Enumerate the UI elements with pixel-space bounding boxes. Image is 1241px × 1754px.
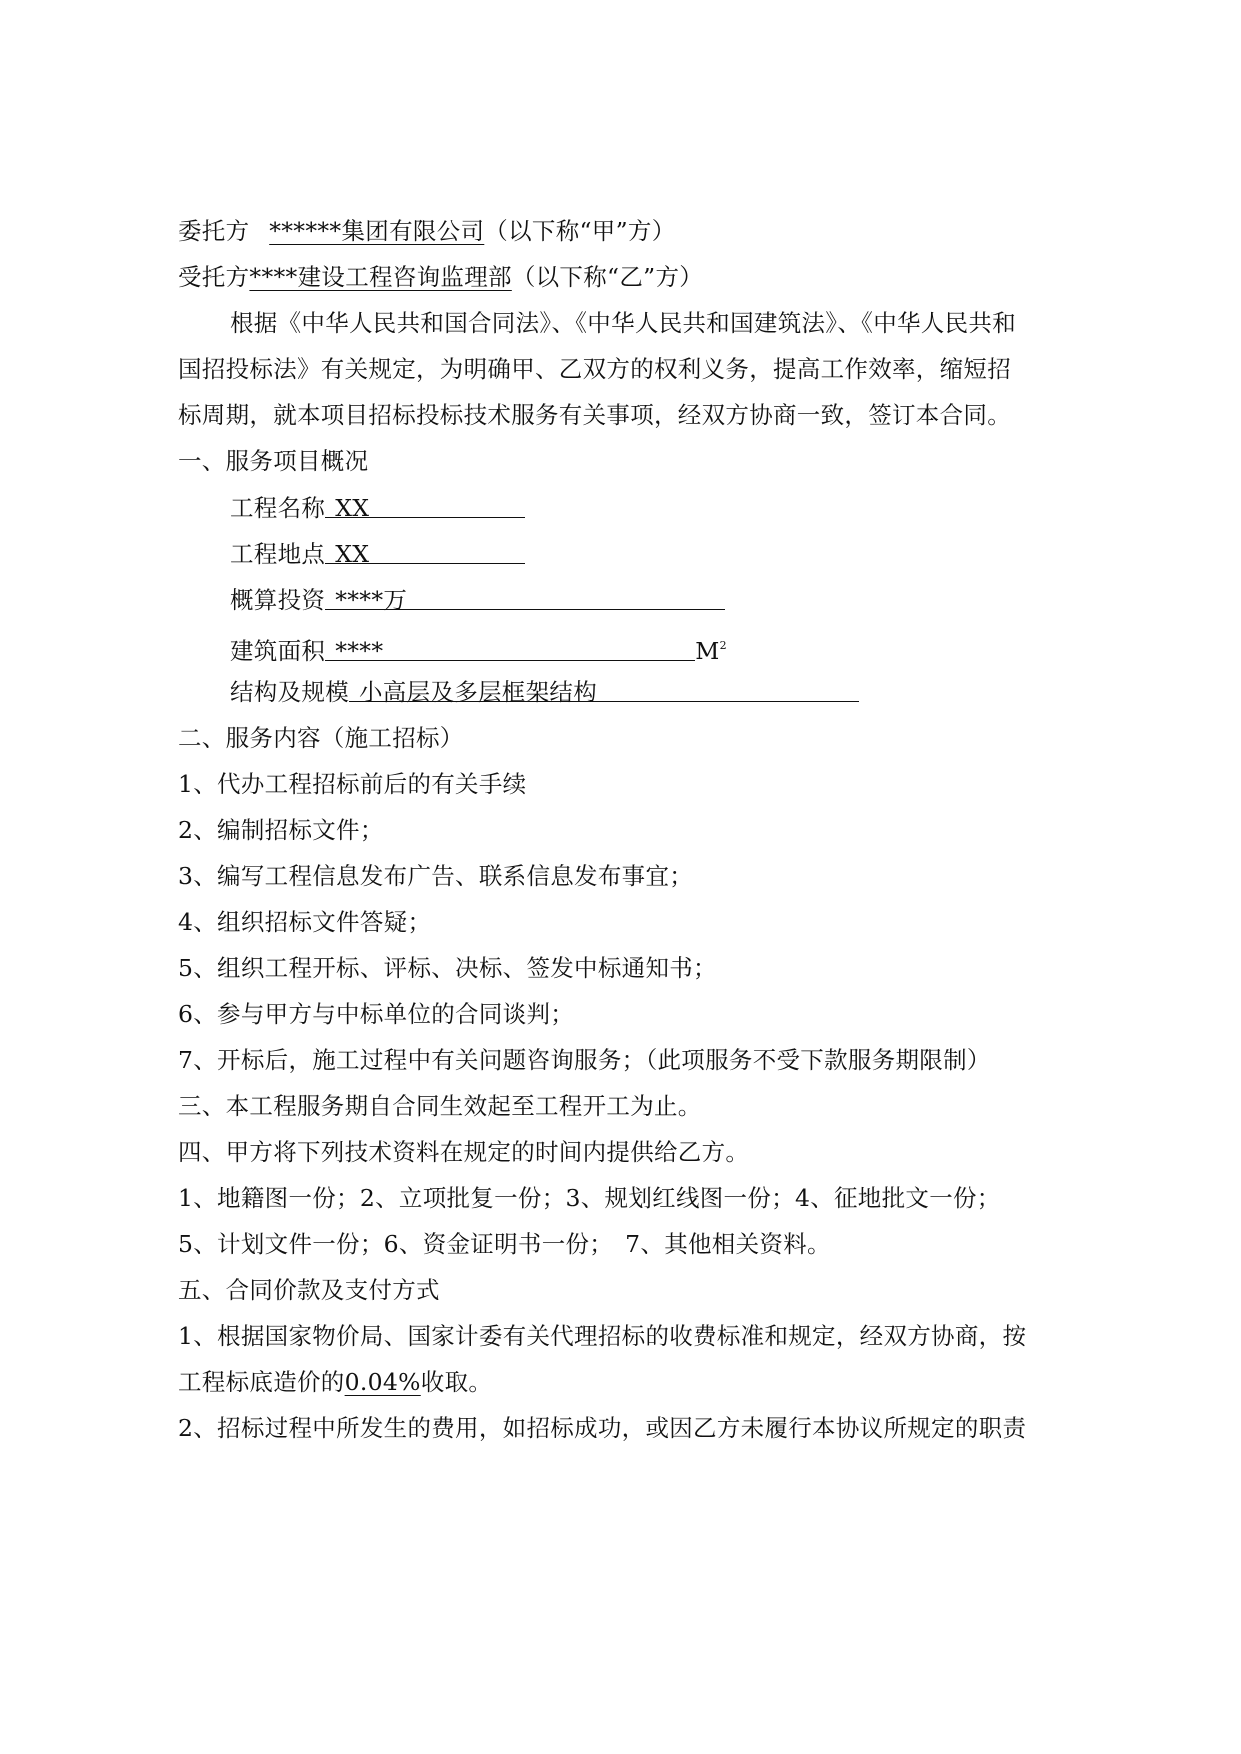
intro-line-1: 根据《中华人民共和国合同法》、《中华人民共和国建筑法》、《中华人民共和 (230, 309, 1016, 337)
rate-value: 0.04% (344, 1368, 421, 1396)
area-row (230, 631, 1130, 666)
section1-title: 一、服务项目概况 (178, 447, 369, 475)
agent-label: 受托方 (178, 263, 250, 291)
list-item: 5、组织工程开标、评标、决标、签发中标通知书； (178, 954, 717, 982)
structure-value: 小高层及多层框架结构 (349, 677, 859, 702)
project-name-value: XX (325, 493, 525, 518)
project-name-row (230, 493, 1130, 523)
list-item: 2、编制招标文件； (178, 816, 384, 844)
agent-line (178, 262, 1078, 292)
list-item: 1、代办工程招标前后的有关手续 (178, 770, 527, 798)
rate-suffix: 收取。 (420, 1368, 493, 1396)
budget-value: ****万 (325, 585, 725, 610)
section5-item1-line-2 (178, 1367, 1078, 1397)
section5-title: 五、合同价款及支付方式 (178, 1276, 440, 1304)
intro-line-3: 标周期，就本项目招标投标技术服务有关事项，经双方协商一致，签订本合同。 (178, 401, 1011, 429)
agent-name: ****建设工程咨询监理部 (249, 263, 512, 291)
list-item: 7、开标后，施工过程中有关问题咨询服务；（此项服务不受下款服务期限制） (178, 1046, 991, 1074)
section4-title: 四、甲方将下列技术资料在规定的时间内提供给乙方。 (178, 1138, 750, 1166)
client-line (178, 216, 1078, 246)
area-unit: M (695, 637, 720, 665)
area-unit-superscript: 2 (719, 639, 727, 652)
budget-row (230, 585, 1130, 615)
area-label: 建筑面积 (230, 637, 326, 665)
project-location-row (230, 539, 1130, 569)
project-location-value: XX (325, 539, 525, 564)
structure-label: 结构及规模 (230, 678, 349, 706)
client-suffix: （以下称“甲”方） (484, 217, 676, 245)
list-item: 6、参与甲方与中标单位的合同谈判； (178, 1000, 575, 1028)
list-item: 4、组织招标文件答疑； (178, 908, 432, 936)
project-location-label: 工程地点 (230, 540, 326, 568)
section4-line-1: 1、地籍图一份；2、立项批复一份；3、规划红线图一份；4、征地批文一份； (178, 1184, 1001, 1212)
section5-item1-line-1: 1、根据国家物价局、国家计委有关代理招标的收费标准和规定，经双方协商，按 (178, 1322, 1027, 1350)
client-name: ******集团有限公司 (269, 217, 485, 245)
client-label: 委托方 (178, 217, 250, 245)
structure-row (230, 677, 1130, 707)
intro-line-2: 国招投标法》有关规定，为明确甲、乙双方的权利义务，提高工作效率，缩短招 (178, 355, 1011, 383)
section5-item2-line-1: 2、招标过程中所发生的费用，如招标成功，或因乙方未履行本协议所规定的职责 (178, 1414, 1027, 1442)
section2-title: 二、服务内容（施工招标） (178, 724, 464, 752)
agent-suffix: （以下称“乙”方） (511, 263, 704, 291)
section3-title: 三、本工程服务期自合同生效起至工程开工为止。 (178, 1092, 702, 1120)
budget-label: 概算投资 (230, 586, 326, 614)
section4-line-2: 5、计划文件一份；6、资金证明书一份； 7、其他相关资料。 (178, 1230, 831, 1258)
list-item: 3、编写工程信息发布广告、联系信息发布事宜； (178, 862, 694, 890)
area-value: **** (325, 636, 695, 661)
rate-prefix: 工程标底造价的 (178, 1368, 345, 1396)
project-name-label: 工程名称 (230, 494, 326, 522)
